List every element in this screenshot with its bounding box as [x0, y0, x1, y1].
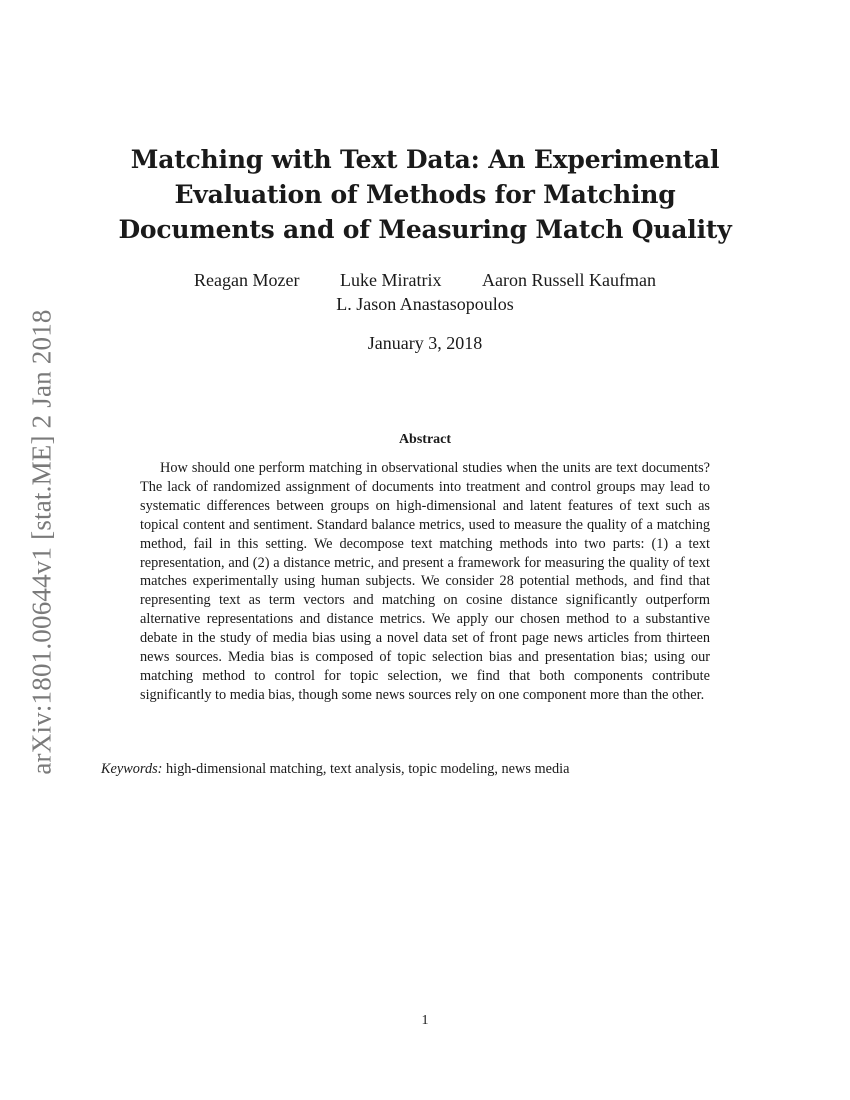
author-name: Luke Miratrix	[340, 270, 442, 290]
author-name: L. Jason Anastasopoulos	[336, 294, 514, 314]
page-number: 1	[421, 1013, 429, 1028]
abstract-heading: Abstract	[398, 432, 452, 447]
abstract-body: How should one perform matching in observational studies when the units are text documents? The lack of randomized assignment of documents into treatment and control groups may lead to systematic differences between groups on high-dimensional and latent features of text such as topical content and sentiment. Standard balance metrics, used to measure the quality of a matching method, fail in this setting. We decompose text matching methods into two parts: (1) a text representation, and (2) a distance metric, and present a framework for measuring the quality of text matches experimentally using human subjects. We consider 28 potential methods, and find that representing text as term vectors and matching on cosine distance significantly outperform alternative representations and distance metrics. We apply our chosen method to a substantive debate in the study of media bias using a novel data set of front page news articles from thirteen news sources. Media bias is composed of topic selection bias and presentation bias; using our matching method to control for topic selection, we find that both components contribute significantly to media bias, though some news sources rely on one component more than the other.	[140, 460, 710, 703]
arxiv-stamp-text: arXiv:1801.00644v1 [stat.ME] 2 Jan 2018	[26, 309, 57, 775]
title-line-1: Matching with Text Data: An Experimental	[130, 145, 720, 174]
title-line-3: Documents and of Measuring Match Quality	[118, 215, 732, 244]
author-name: Aaron Russell Kaufman	[481, 270, 656, 290]
title-line-2: Evaluation of Methods for Matching	[174, 180, 676, 209]
keywords-text: high-dimensional matching, text analysis, topic modeling, news media	[166, 761, 570, 777]
author-list	[100, 268, 750, 316]
publication-date: January 3, 2018	[367, 333, 483, 353]
keywords-line	[101, 759, 761, 779]
paper-title	[95, 142, 755, 247]
keywords-label: Keywords:	[101, 761, 163, 777]
author-name: Reagan Mozer	[194, 270, 300, 290]
